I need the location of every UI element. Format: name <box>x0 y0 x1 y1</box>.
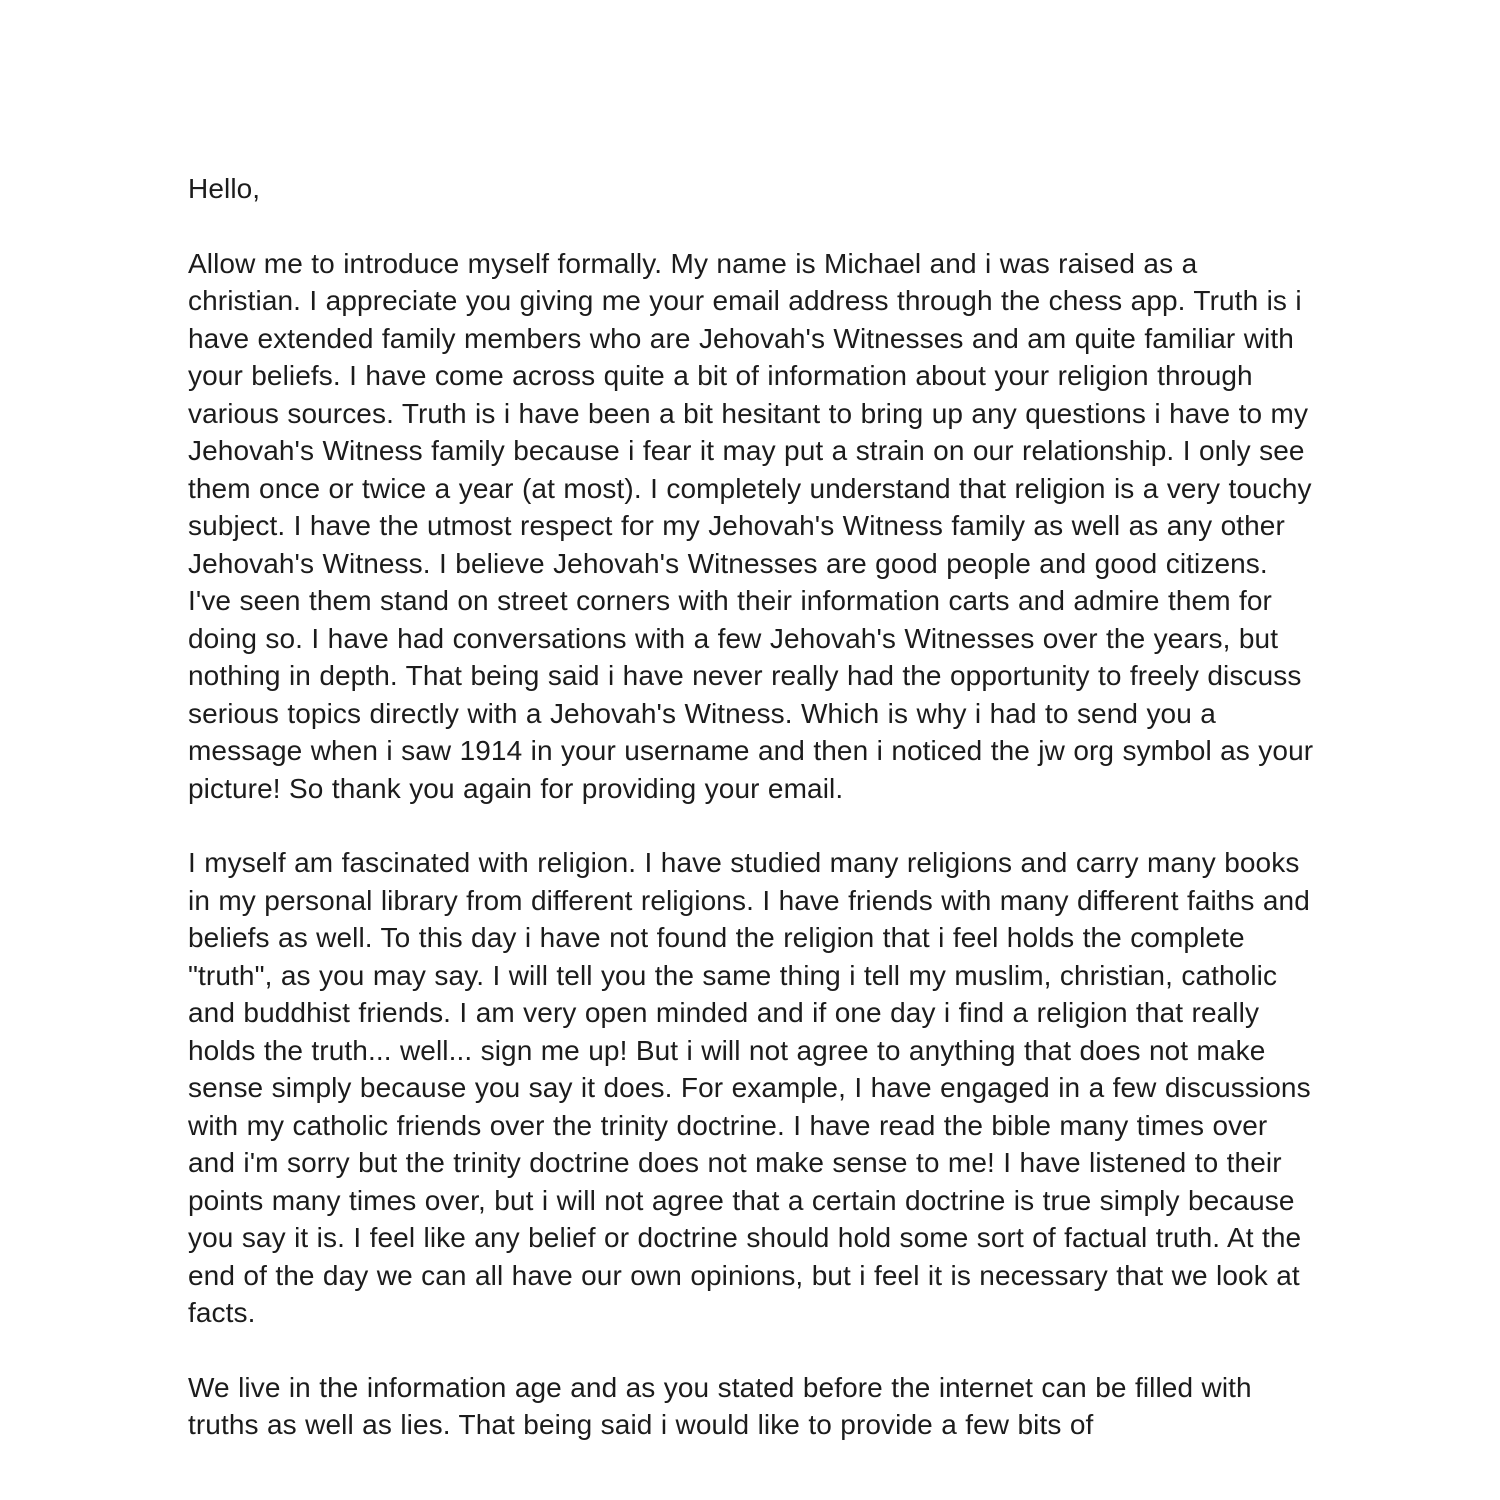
letter-paragraph-intro: Allow me to introduce myself formally. My name is Michael and i was raised as a christian. I appreciate you giving me your email address through the chess app. Truth is i have extended family members who are Jehovah's Witnesses and am quite familiar with your beliefs. I have come across quite a bit of information about your religion through various sources. Truth is i have been a bit hesitant to bring up any questions i have to my Jehovah's Witness family because i fear it may put a strain on our relationship. I only see them once or twice a year (at most). I completely understand that religion is a very touchy subject. I have the utmost respect for my Jehovah's Witness family as well as any other Jehovah's Witness. I believe Jehovah's Witnesses are good people and good citizens. I've seen them stand on street corners with their information carts and admire them for doing so. I have had conversations with a few Jehovah's Witnesses over the years, but nothing in depth. That being said i have never really had the opportunity to freely discuss serious topics directly with a Jehovah's Witness. Which is why i had to send you a message when i saw 1914 in your username and then i noticed the jw org symbol as your picture! So thank you again for providing your email. <box>188 247 1314 804</box>
letter-paragraph-religion-interest: I myself am fascinated with religion. I have studied many religions and carry many books in my personal library from different religions. I have friends with many different faiths and beliefs as well. To this day i have not found the religion that i feel holds the complete "truth", as you may say. I will tell you the same thing i tell my muslim, christian, catholic and buddhist friends. I am very open minded and if one day i find a religion that really holds the truth... well... sign me up! But i will not agree to anything that does not make sense simply because you say it does. For example, I have engaged in a few discussions with my catholic friends over the trinity doctrine. I have read the bible many times over and i'm sorry but the trinity doctrine does not make sense to me! I have listened to their points many times over, but i will not agree that a certain doctrine is true simply because you say it is. I feel like any belief or doctrine should hold some sort of factual truth. At the end of the day we can all have our own opinions, but i feel it is necessary that we look at facts. <box>188 847 1311 1328</box>
letter-paragraph-information-age: We live in the information age and as you stated before the internet can be filled with truths as well as lies. That being said i would like to provide a few bits of <box>188 1371 1252 1440</box>
letter-greeting: Hello, <box>188 173 261 204</box>
